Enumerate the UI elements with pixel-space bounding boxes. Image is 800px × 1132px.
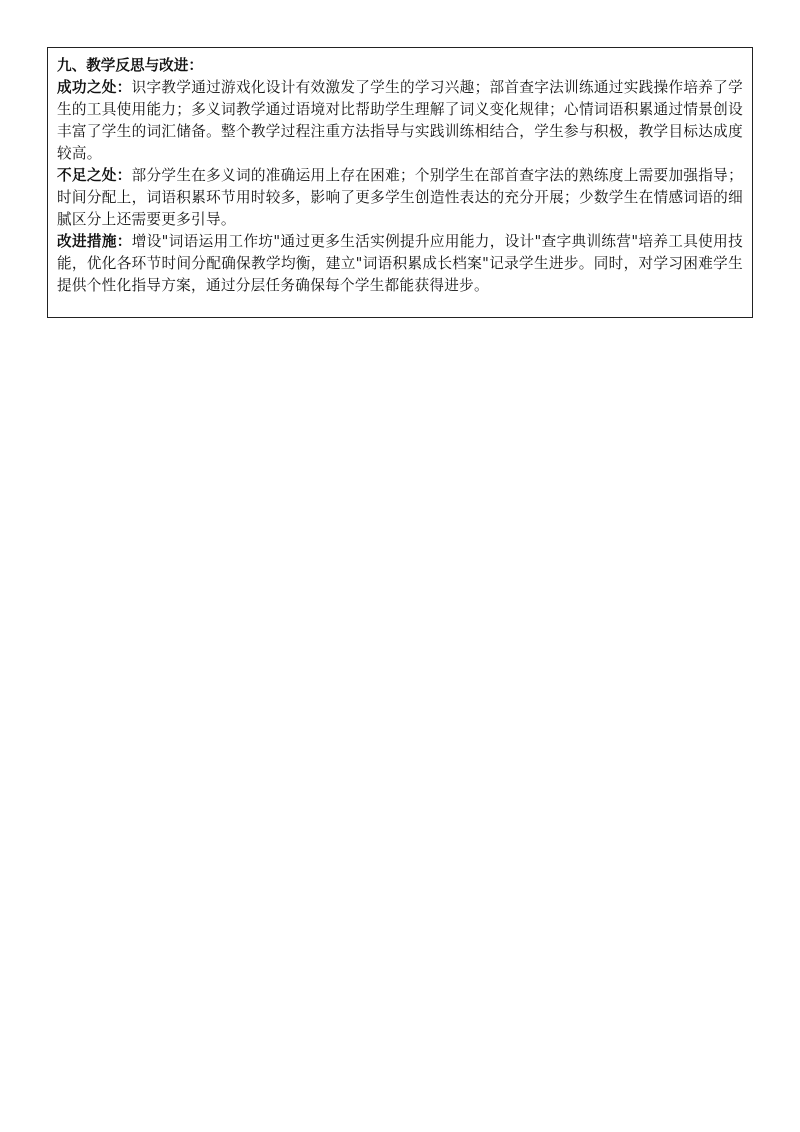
section-title: 九、教学反思与改进： bbox=[57, 57, 203, 74]
shortcomings-paragraph bbox=[57, 165, 743, 231]
improvements-text: 增设"词语运用工作坊"通过更多生活实例提升应用能力，设计"查字典训练营"培养工具使用技能，优化各环节时间分配确保教学均衡，建立"词语积累成长档案"记录学生进步。同时，对学习困难学生提供个性化指导方案，通过分层任务确保每个学生都能获得进步。 bbox=[57, 233, 743, 294]
improvements-label: 改进措施： bbox=[57, 233, 132, 250]
shortcomings-text: 部分学生在多义词的准确运用上存在困难；个别学生在部首查字法的熟练度上需要加强指导；时间分配上，词语积累环节用时较多，影响了更多学生创造性表达的充分开展；少数学生在情感词语的细腻区分上还需要更多引导。 bbox=[57, 167, 743, 228]
success-label: 成功之处： bbox=[57, 79, 132, 96]
reflection-table-cell bbox=[47, 47, 753, 318]
improvements-paragraph bbox=[57, 231, 743, 297]
success-paragraph bbox=[57, 77, 743, 165]
shortcomings-label: 不足之处： bbox=[57, 167, 132, 184]
success-text: 识字教学通过游戏化设计有效激发了学生的学习兴趣；部首查字法训练通过实践操作培养了学生的工具使用能力；多义词教学通过语境对比帮助学生理解了词义变化规律；心情词语积累通过情景创设丰富了学生的词汇储备。整个教学过程注重方法指导与实践训练相结合，学生参与积极，教学目标达成度较高。 bbox=[57, 79, 743, 162]
